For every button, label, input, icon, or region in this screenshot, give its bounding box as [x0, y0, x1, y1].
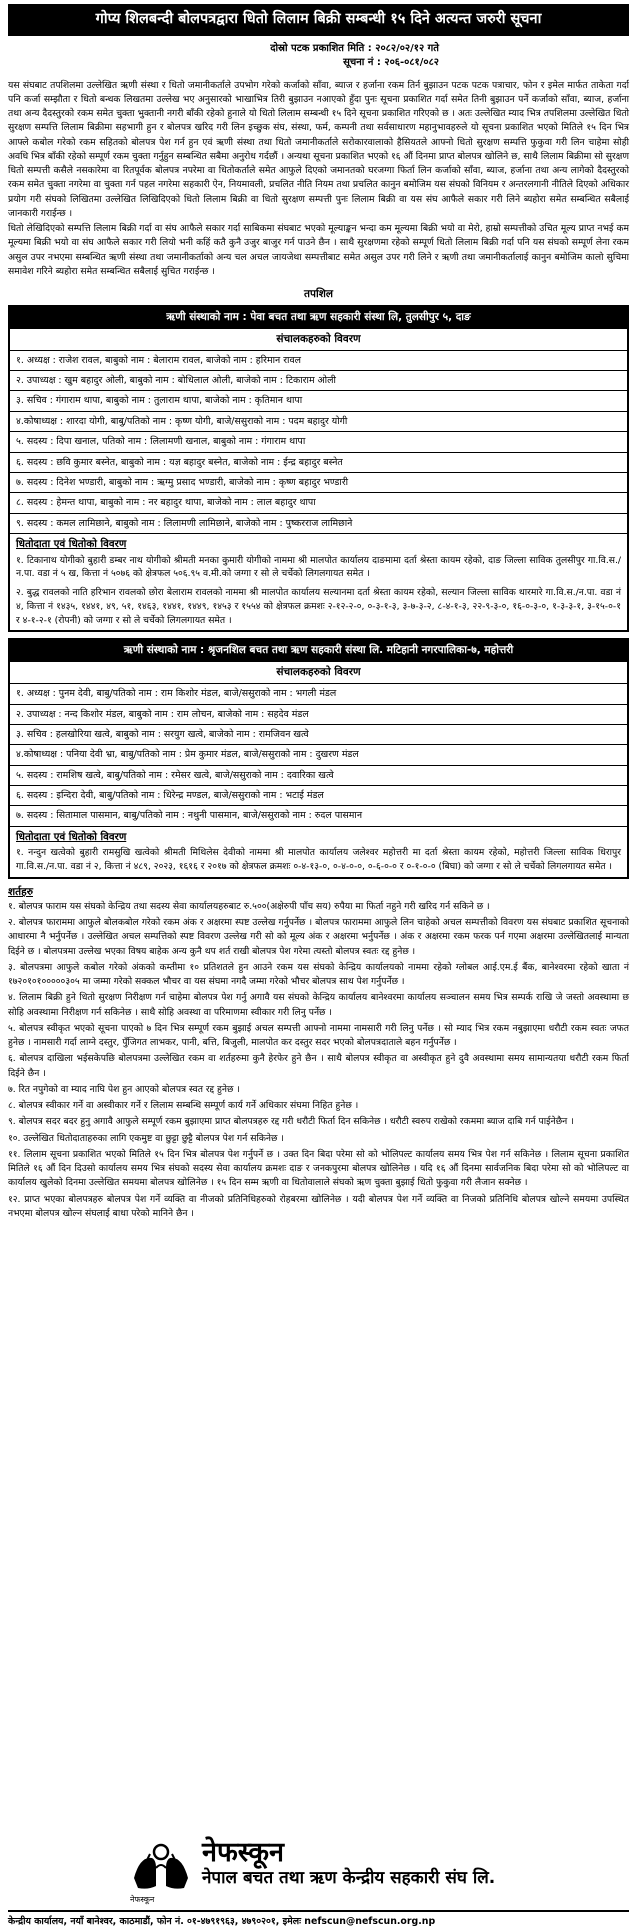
board-member: १. अध्यक्ष : राजेश रावल, बाबुको नाम : बेलाराम रावल, बाजेको नाम : हरिमान रावल [10, 351, 627, 371]
board-title: संचालकहरुको विवरण [10, 329, 627, 351]
board-member: ७. सदस्य : सितामाल पासमान, बाबु/पतिको नाम : नथुनी पासमान, बाजे/ससुराको नाम : रुदल पासमान [10, 806, 627, 826]
brand-full-name: नेपाल बचत तथा ऋण केन्द्रीय सहकारी संघ लि. [202, 1867, 496, 1888]
board-title: संचालकहरुको विवरण [10, 662, 627, 684]
term-item: १०. उल्लेखित धितोदाताहरुका लागि एकमुष्ट वा छुट्टा छुट्टै बोलपत्र पेश गर्न सकिनेछ । [8, 1132, 284, 1144]
term-item: १. बोलपत्र फाराम यस संघको केन्द्रिय तथा सदस्य सेवा कार्यालयहरुबाट रु.५००(अक्षेरुपी पाँच सय) रुपैया मा फिर्ता नहुने गरी खरिद गर्न सकिने छ । [8, 900, 490, 912]
term-item: ५. बोलपत्र स्वीकृत भएको सूचना पाएको ७ दिन भित्र सम्पूर्ण रकम बुझाई अचल सम्पत्ती आफ्नो नाममा नामसारी गरी लिनु पर्नेछ । सो म्याद भित्र रकम नबुझाएमा धरौटी रकम स्वतः जफत हुनेछ । नामसारी गर्दा लाग्ने दस्तुर, पुँजिगत लाभकर, पानी, बत्ति, बिजुली, मालपोत कर दस्तुर सदर भएको बोलपत्रदाताले बहन गर्नुपर्नेछ । [8, 1022, 629, 1049]
lender-section [8, 638, 629, 878]
brand-name: नेफस्कून [202, 1837, 285, 1868]
brand-block [202, 1838, 495, 1888]
board-member: २. उपाध्यक्ष : नन्द किशोर मंडल, बाबुको नाम : राम लोचन, बाजेको नाम : सहदेव मंडल [10, 705, 627, 725]
term-item: २. बोलपत्र फाराममा आफुले बोलकबोल गरेको रकम अंक र अक्षरमा स्पष्ट उल्लेख गर्नुपर्नेछ । बोलपत्र फाराममा आफुले लिन चाहेको अचल सम्पत्तीको विवरण यस संघबाट प्रकाशित सूचनाको आधारमा नै भर्नुपर्नेछ । उल्लेखित अचल सम्पत्तिको स्पष्ट विवरण उल्लेख गरी सो को मूल्य अंक र अक्षरमा भर्नुपर्नेछ । अंक र अक्षरमा रकम फरक पर्न गएमा अक्षरमा उल्लेखितलाई मान्यता दिईने छ । बोलपत्रमा उल्लेख भएका विषय बाहेक अन्य कुनै थप शर्त राखी बोलपत्र पेश गरेमा त्यस्तो बोलपत्र स्वतः रद्द हुनेछ । [8, 917, 629, 957]
term-item: ९. बोलपत्र सदर बदर हुनु अगावै आफुले सम्पूर्ण रकम बुझाएमा प्राप्त बोलपत्रहरु रद्द गरी धरौटी फिर्ता दिन सकिनेछ । धरौटी स्वरुप राखेको रकममा ब्याज दाबि गर्न पाईनेछैन । [8, 1116, 574, 1128]
board-member: ९. सदस्य : कमल लामिछाने, बाबुको नाम : लिलामणी लामिछाने, बाजेको नाम : पुष्करराज लामिछाने [10, 514, 627, 534]
board-member: ७. सदस्य : दिनेश भण्डारी, बाबुको नाम : ऋग्मु प्रसाद भण्डारी, बाजेको नाम : कृष्ण बहादुर भण्डारी [10, 473, 627, 493]
collateral-item: १. टिकानाथ योगीको बुहारी डम्बर नाथ योगीको श्रीमती मनका कुमारी योगीको नाममा श्री मालपोत कार्यालय दाङमामा दर्ता श्रेस्ता कायम रहेको, दाङ जिल्ला साविक तुलसीपुर गा.वि.स./न.पा. वडा नं ५ ख, कित्ता नं ५०७६ को क्षेत्रफल ५०६.९५ व.मी.को जग्गा र सो ले चर्चेको लिगलगायत समेत । [16, 554, 621, 580]
collateral-title: धितोदाता एवं धितोको विवरण [16, 537, 127, 550]
board-member: ४.कोषाध्यक्ष : पनिया देवी भ्रा, बाबु/पतिको नाम : प्रेम कुमार मंडल, बाजे/ससुराको नाम : दुखरण मंडल [10, 745, 627, 765]
lender-section [8, 305, 629, 633]
schedule-heading: तपशिल [304, 288, 333, 301]
footer [8, 1838, 629, 1932]
collateral-item: १. नन्दुन खत्वेको बुहारी रामसुखि खत्वेको श्रीमती मिथिलेस देवीको नाममा श्री मालपोत कार्यालय जलेश्वर महोत्तरी मा दर्ता श्रेस्ता कायम रहेको, महोत्तरी जिल्ला साविक धिरापुर गा.वि.स./न.पा. वडा नं २, कित्ता नं ४८९, २०२३, १६१६ र २०१७ को क्षेत्रफल क्रमशः ०-४-१३-०, ०-४-०-०, ०-६-०-० र ०-१-०-० (बिघा) को जग्गा र सो ले चर्चेको लिगलगायत समेत । [16, 847, 621, 873]
logo-row [8, 1838, 629, 1900]
board-member: ३. सचिव : हलखोरिया खत्वे, बाबुको नाम : सरयुग खत्वे, बाजेको नाम : रामजिवन खत्वे [10, 725, 627, 745]
board-member: ५. सदस्य : रामशिष खत्वे, बाबु/पतिको नाम : रमेसर खत्वे, बाजे/ससुराको नाम : दवारिका खत्वे [10, 766, 627, 786]
terms-heading: शर्तहरु [8, 885, 33, 898]
nefscun-logo-icon [126, 1838, 196, 1900]
intro-text [8, 79, 629, 280]
second-publication-date: दोस्रो पटक प्रकाशित मिति : २०८२/०२/१२ गते [270, 42, 439, 54]
lender-title: ऋणी संस्थाको नाम : पेवा बचत तथा ऋण सहकारी संस्था लि, तुलसीपुर ५, दाङ [10, 307, 627, 329]
notice-number: सूचना नं : २०६-०८१/०८२ [343, 57, 439, 69]
board-member: ८. सदस्य : हेमन्त थापा, बाबुको नाम : नर बहादुर थापा, बाजेको नाम : लाल बहादुर थापा [10, 493, 627, 513]
lender-title: ऋणी संस्थाको नाम : श्रृजनशिल बचत तथा ऋण सहकारी संस्था लि. मटिहानी नगरपालिका-७, महोत्तरी [10, 640, 627, 662]
term-item: ७. रित नपुगेको वा म्याद नाघि पेश हुन आएको बोलपत्र स्वत रद्द हुनेछ । [8, 1083, 240, 1095]
logo-caption: नेफस्कून [130, 1895, 155, 1904]
office-address: केन्द्रीय कार्यालय, नयाँ बानेश्वर, काठमाडौं, फोन नं. ०१-४७९१९६३, ४७९०२०१, इमेलः [8, 1916, 302, 1927]
term-item: ६. बोलपत्र दाखिला भईसकेपछि बोलपत्रमा उल्लेखित रकम वा शर्तहरुमा कुनै हेरफेर हुने छैन । साथै बोलपत्र स्वीकृत वा अस्वीकृत हुने दुवै अवस्थामा समय सामान्यतया धरौटी रकम फिर्ता दिईने छैन । [8, 1053, 629, 1079]
board-member: २. उपाध्यक्ष : खुम बहादुर ओली, बाबुको नाम : बोधिलाल ओली, बाजेको नाम : टिकाराम ओली [10, 371, 627, 391]
term-item: ११. लिलाम सूचना प्रकाशित भएको मितिले १५ दिन भित्र बोलपत्र पेश गर्नुपर्ने छ । उक्त दिन बिदा परेमा सो को भोलिपल्ट कार्यालय समय भित्र पेश गर्न सकिनेछ । लिलाम सूचना प्रकाशित मितिले १६ औं दिन दिउसो कार्यालय समय भित्र संघको सदस्य सेवा कार्यालय क्रमशः दाङ र जनकपुरमा बोलपत्र खोलिनेछ । यदि १६ औं दिनमा सार्वजनिक बिदा परेमा सो को भोलिपल्ट वा कार्यालय खुलेको दिनमा उल्लेखित समयमा बोलपत्र खोलिनेछ । १५ दिन सम्म ऋणी वा धितोवालाले संघको ऋण चुक्ता बुझाई धितो फुकुवा गरी लैजान सक्नेछ । [8, 1148, 629, 1189]
board-member: ६. सदस्य : इन्दिरा देवी, बाबु/पतिको नाम : धिरेन्द्र मण्डल, बाजे/ससुराको नाम : भटाई मंडल [10, 786, 627, 806]
term-item: ३. बोलपत्रमा आफुले कबोल गरेको अंकको कम्तीमा १० प्रतिशतले हुन आउने रकम यस संघको केन्द्रिय कार्यालयको नाममा रहेको ग्लोबल आई.एम.ई बैंक, बानेश्वरमा रहेको खाता नं १७२०१०१०००००३०५ मा जम्मा गरेको सक्कल भौचर वा यस संघमा नगदै जम्मा गरेको भौचर बोलपत्र साथ पेश गर्नुपर्नेछ । [8, 961, 629, 988]
board-member: ५. सदस्य : दिपा खनाल, पतिको नाम : लिलामणी खनाल, बाबुको नाम : गंगाराम थापा [10, 432, 627, 452]
notice-title: गोप्य शिलबन्दी बोलपत्रद्वारा धितो लिलाम बिक्री सम्बन्धी १५ दिने अत्यन्त जरुरी सूचना [8, 4, 629, 36]
intro-paragraph: यस संघबाट तपशिलमा उल्लेखित ऋणी संस्था र धितो जमानीकर्ताले उपभोग गरेको कर्जाको साँवा, ब्याज र हर्जाना रकम तिर्न बुझाउन पटक पटक पत्राचार, फोन र इमेल मार्फत ताकेता गर्दा पनि कर्जा सम्झौता र धितो बन्धक लिखतमा उल्लेख भए अनुसारको भाखाभित्र तिरी बुझाउन नआएको हुँदा पुनः सूचना प्रकाशित गर्दा समेत तिनी बुझाउन पर्ने कर्जाको साँवा, ब्याज, हर्जाना तथा अन्य दैदस्तुरको रकम समेत चुक्ता भुक्तानी नगरी बाँकी रहेको हुनाले यो धितो लिलाम सम्बन्धी १५ दिने सूचना प्रकाशित गरिएको छ । अतः उल्लेखित म्याद भित्र तपशिलमा उल्लेखित धितो सुरक्षण सम्पत्ति लिलाम बिक्रीमा सहभागी हुन र बोलपत्र खरिद गरी लिन इच्छुक संघ, संस्था, फर्म, कम्पनी तथा सर्वसाधारण महानुभावहरुले यो सूचना प्रकाशित भएको मितिले १५ दिन भित्र आफ्ले कबोल गरेको रकम सहितको बोलपत्र पेश गर्न हुन एवं ऋणी संस्था तथा धितो जमानीकर्ताले सरोकारवालाको हैसियतले आफ्नो धितो सुरक्षण सम्पत्ति फुकुवा गरी लिन चाहेमा सोही अवधि भित्र बाँकी रहेको सम्पूर्ण रकम चुक्ता गर्नुहुन सम्बन्धित सबैमा अनुरोध गर्दछौं । अन्यथा सूचना प्रकाशित भएको १६ औं दिनमा प्राप्त बोलपत्र खोलिने छ, साथै लिलाम बिक्रीमा सो सुरक्षण धितो सम्पत्ती कसैले नसकारेमा वा रितपूर्वक बोलपत्र नपरेमा वा धितोकर्ताले समेत आफुले दिएको जमानतको घरजग्गा फिर्ता लिन कर्जाको साँवा, ब्याज, हर्जाना तथा अन्य लागेको दैदस्तुरको रकम समेत चुक्ता नगरेमा वा चुक्ता गर्न पहल नगरेमा सहकारी ऐन, नियमावली, प्रचलित नीति नियम तथा प्रचलित कानुन बमोजिम यस संघको विनियम र अन्तरलगानी नीतिले दिएको अधिकार प्रयोग गरी संघको लिखितमा उल्लेखित लिखिदिएको धितो लिलाम बिक्री वा धितो सुरक्षण सम्पत्ती पुनः लिलाम बिक्री वा यस संघ आफैले सकार गरी लिने ब्यहोरा समेत सम्बन्धित सबैलाई जानकारी गराईन्छ । [8, 79, 629, 219]
address-bar [8, 1910, 629, 1928]
term-item: ४. लिलाम बिक्री हुने धितो सुरक्षण निरीक्षण गर्न चाहेमा बोलपत्र पेश गर्नु अगावै यस संघको केन्द्रिय कार्यालय बानेश्वरमा कार्यालय सञ्चालन समय भित्र सम्पर्क राखि जे जस्तो अवस्थामा छ सोहि अवस्थामा निरीक्षण गर्न सकिनेछ । साथै सोहि अवस्था वा परिमाणमा स्वीकार गरी लिनु पर्नेछ । [8, 992, 629, 1018]
term-item: १२. प्राप्त भएका बोलपत्रहरु बोलपत्र पेश गर्ने व्यक्ति वा नीजको प्रतिनिधिहरुको रोहबरमा खोलिनेछ । यदी बोलपत्र पेश गर्ने व्यक्ति वा निजको प्रतिनिधि बोलपत्र खोल्ने समयमा उपस्थित नभएमा बोलपत्र खोल्न संघलाई बाधा परेको मानिने छैन । [8, 1193, 629, 1219]
intro-paragraph: धितो लेखिदिएको सम्पत्ति लिलाम बिक्री गर्दा वा संघ आफैले सकार गर्दा साबिकमा संघबाट भएको मूल्याङ्कन भन्दा कम मूल्यमा बिक्री भयो वा मेरो, हाम्रो सम्पत्तीको उचित मूल्य प्राप्त नभई कम मूल्यमा बिक्री भयो वा संघ आफैले सकार गरी लियो भनी कहिं कतै कुनै उजुर बाजुर गर्न पाउने छैन । साथै सुरक्षणमा रहेको सम्पूर्ण धितो लिलाम बिक्री गर्दा पनि यस संघको सम्पूर्ण लेना रकम असुल उपर नभएमा सम्बन्धित ऋणी संस्था तथा जमानीकर्ताको अन्य चल अचल जायजेथा सम्पत्तीबाट समेत असुल उपर गरी लिने र ऋणी तथा जमानीकर्तालाई कानुन बमोजिम कालो सुचिमा समावेश गरिने ब्यहोरा समेत सम्बन्धित सबैलाई सुचित गराईन्छ । [8, 223, 629, 277]
board-member: १. अध्यक्ष : पुनम देवी, बाबु/पतिको नाम : राम किशोर मंडल, बाजे/ससुराको नाम : भगली मंडल [10, 684, 627, 704]
board-member: ४.कोषाध्यक्ष : शारदा योगी, बाबु/पतिको नाम : कृष्ण योगी, बाजे/ससुराको नाम : पदम बहादुर योगी [10, 412, 627, 432]
publication-info [8, 42, 629, 71]
email-link[interactable]: nefscun@nefscun.org.np [304, 1916, 436, 1927]
terms-section [8, 885, 629, 1221]
term-item: ८. बोलपत्र स्वीकार गर्ने वा अस्वीकार गर्ने र लिलाम सम्बन्धि सम्पूर्ण कार्य गर्ने अधिकार संघमा निहित हुनेछ । [8, 1100, 359, 1112]
board-member: ३. सचिव : गंगाराम थापा, बाबुको नाम : तुलाराम थापा, बाजेको नाम : कृतिमान थापा [10, 391, 627, 411]
board-member: ६. सदस्य : छवि कुमार बस्नेत, बाबुको नाम : यज्ञ बहादुर बस्नेत, बाजेको नाम : ईन्द्र बहादुर बस्नेत [10, 453, 627, 473]
collateral-title: धितोदाता एवं धितोको विवरण [16, 830, 127, 843]
collateral-item: २. बुद्ध रावलको नाति हरिभान रावलको छोरा बेलाराम रावलको नाममा श्री मालपोत कार्यालय सल्यानमा दर्ता श्रेस्ता कायम रहेको, सल्यान जिल्ला साविक थारमारे गा.वि.स./न.पा. वडा नं ४, कित्ता नं १४३५, १४४१, ४९, ५१, १४६३, १४४१, १४४९, १४५३ र १५५४ को क्षेत्रफल क्रमशः २-१२-२-०, ०-३-१-३, ३-७-३-२, ८-४-१-३, २२-९-३-०, १६-०-३-०, १-३-३-१, ३-१५-०-१ र ४-१-२-१ (रोपनी) को जग्गा र सो ले चर्चेको लिगलगायत समेत । [16, 587, 621, 626]
